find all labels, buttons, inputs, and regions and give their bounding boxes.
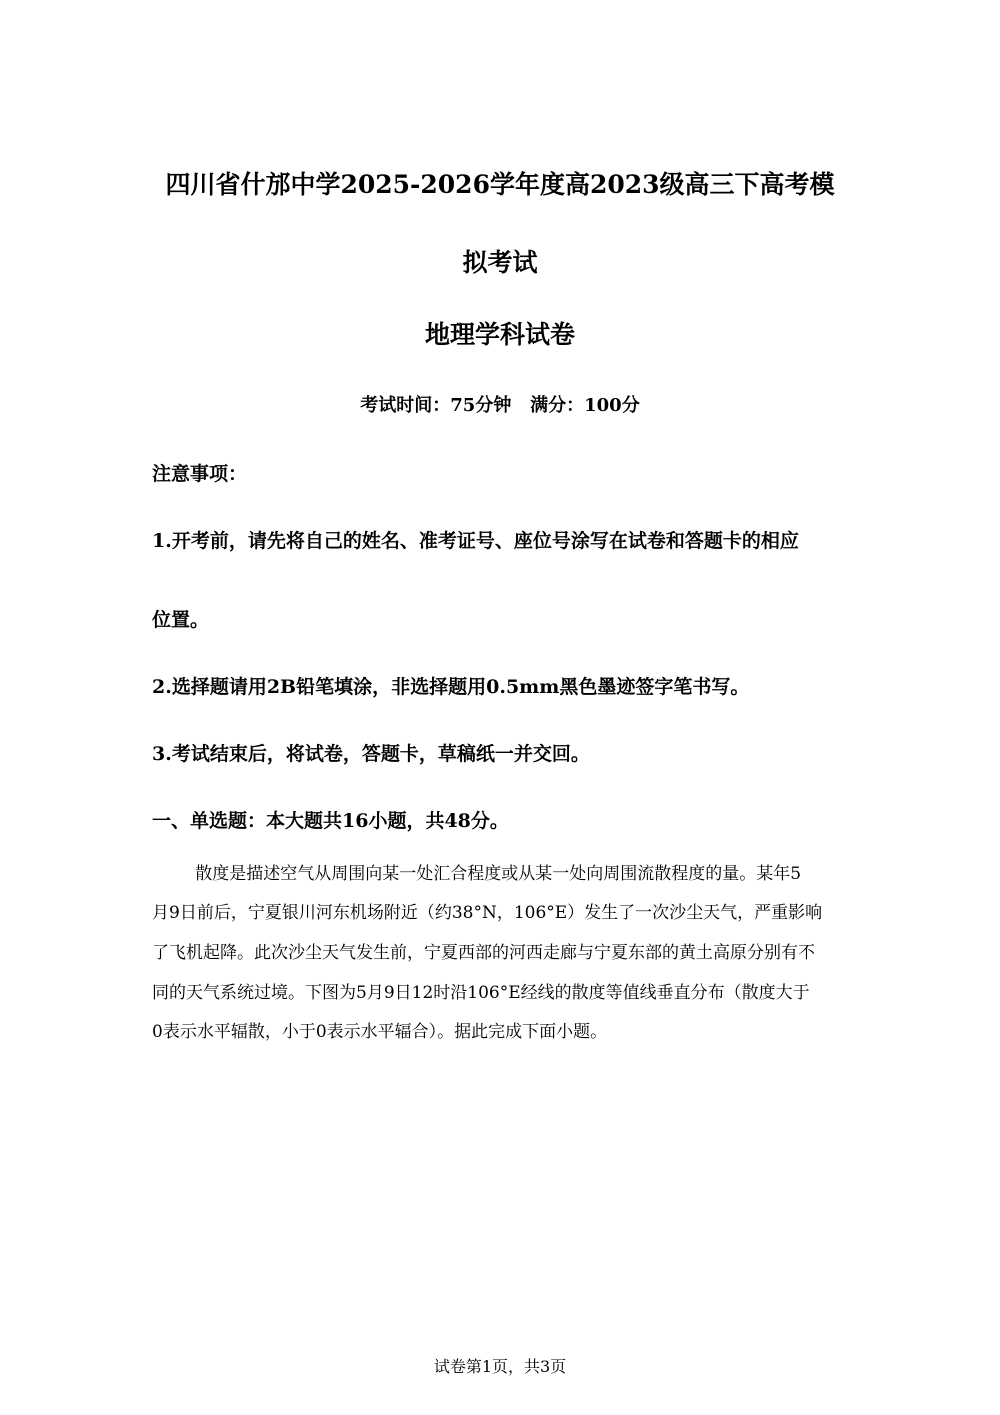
passage-line-5: 0表示水平辐散，小于0表示水平辐合）。据此完成下面小题。 bbox=[152, 1022, 608, 1042]
notes-heading: 注意事项： bbox=[152, 463, 248, 485]
page-footer: 试卷第1页，共3页 bbox=[433, 1357, 567, 1376]
exam-time-and-score: 考试时间：75分钟 满分：100分 bbox=[360, 395, 640, 416]
exam-title-line-2: 拟考试 bbox=[462, 248, 538, 277]
passage-line-4: 同的天气系统过境。下图为5月9日12时沿106°E经线的散度等值线垂直分布（散度大于 bbox=[152, 983, 810, 1003]
note-item-3: 3.考试结束后，将试卷，答题卡，草稿纸一并交回。 bbox=[152, 743, 590, 765]
exam-title-line-1: 四川省什邡中学2025-2026学年度高2023级高三下高考模 bbox=[165, 170, 835, 199]
passage-line-2: 月9日前后，宁夏银川河东机场附近（约38°N，106°E）发生了一次沙尘天气，严重影响 bbox=[152, 903, 823, 923]
passage-line-1: 散度是描述空气从周围向某一处汇合程度或从某一处向周围流散程度的量。某年5 bbox=[152, 864, 802, 884]
note-item-1-line-2: 位置。 bbox=[152, 609, 210, 631]
subject-title: 地理学科试卷 bbox=[424, 320, 575, 349]
passage-line-3: 了飞机起降。此次沙尘天气发生前，宁夏西部的河西走廊与宁夏东部的黄土高原分别有不 bbox=[152, 943, 815, 963]
note-item-1-line-1: 1.开考前，请先将自己的姓名、准考证号、座位号涂写在试卷和答题卡的相应 bbox=[152, 530, 799, 552]
section-heading: 一、单选题：本大题共16小题，共48分。 bbox=[152, 810, 509, 832]
note-item-2: 2.选择题请用2B铅笔填涂，非选择题用0.5mm黑色墨迹签字笔书写。 bbox=[152, 676, 750, 698]
